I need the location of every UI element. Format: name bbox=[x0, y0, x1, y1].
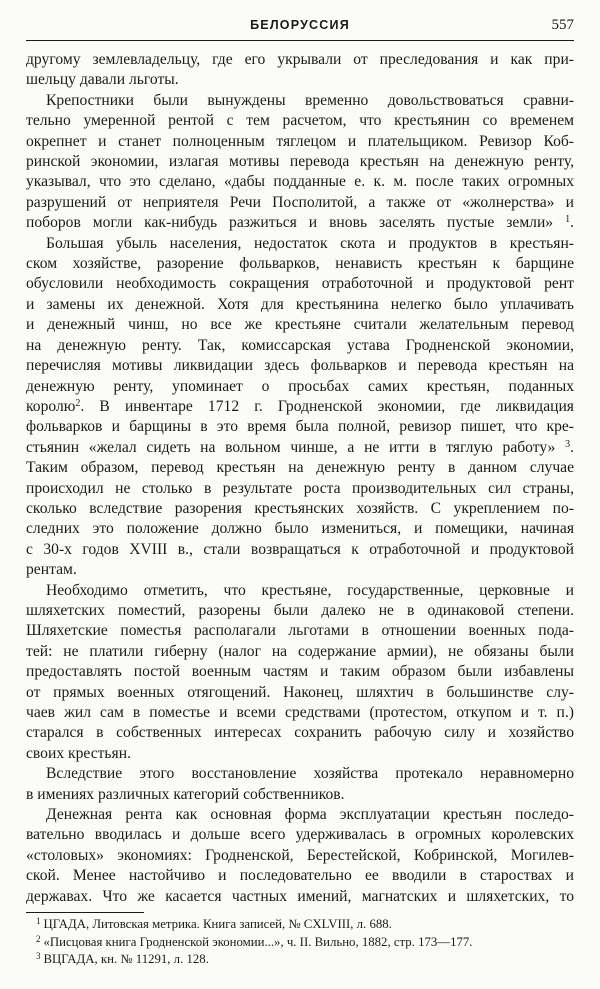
text-line: Необходимо отметить, что крестьяне, государственные, церковные и bbox=[46, 581, 574, 599]
running-title: БЕЛОРУССИЯ bbox=[250, 18, 350, 32]
text-line: своих крестьян. bbox=[26, 744, 131, 762]
text-line: державах. Что же касается частных имений, магнатских и шляхетских, то bbox=[26, 887, 574, 905]
text-line: Денежная рента как основная форма эксплуатации крестьян последо- bbox=[46, 806, 574, 824]
running-head bbox=[26, 16, 574, 40]
text-line: старался в собственных интересах сохранить рабочую силу и хозяйство bbox=[26, 724, 574, 742]
header-rule bbox=[26, 40, 574, 41]
footnote-text: «Писцовая книга Гродненской экономии...», ч. II. Вильно, 1882, стр. 173—177. bbox=[43, 934, 473, 949]
text-line: денежную ренту, упоминает о просьбах самих крестьян, поданных bbox=[26, 377, 574, 395]
text-line: ском хозяйстве, разорение фольварков, ненависть крестьян к барщине bbox=[26, 255, 574, 273]
text-line: Большая убыль населения, недостаток скота и продуктов в крестьян- bbox=[46, 234, 574, 252]
text-line: чаев жил сам в поместье и всеми средствами (протестом, откупом и т. п.) bbox=[26, 704, 574, 721]
text-line: «столовых» экономиях: Гродненской, Берестейской, Кобринской, Могилев- bbox=[26, 846, 574, 864]
text-segment: . В инвентаре 1712 г. Гродненской экономии, где ликвидация bbox=[80, 397, 574, 415]
text-line: Таким образом, перевод крестьян на денежную ренту в данном случае bbox=[26, 459, 574, 477]
text-line: ринской экономии, излагая мотивы перевода крестьян на денежную ренту, bbox=[26, 153, 574, 171]
text-line: тей: не платили гиберну (налог на содержание армии), не обязаны были bbox=[26, 642, 574, 660]
text-line: обусловили необходимость сокращения отработочной и продуктовой рент bbox=[26, 275, 574, 293]
text-line: с 30-х годов XVIII в., стали возвращаться к отработочной и продуктовой bbox=[26, 540, 574, 558]
text-line: перечисляя мотивы ликвидации здесь фольварков и перевода крестьян на bbox=[26, 357, 574, 375]
text-line-with-note: стьянин «желал сидеть на вольном чинше, а не итти в тяглую работу» $^3$. bbox=[26, 438, 574, 456]
footnote-mark: 2 bbox=[36, 933, 41, 944]
footnote-ref: 1 bbox=[565, 214, 571, 226]
text-line-with-note bbox=[26, 397, 574, 417]
text-segment: стьянин «желал сидеть на вольном чинше, а не итти в тяглую работу» bbox=[26, 438, 556, 456]
footnote-mark: 3 bbox=[36, 951, 41, 961]
footnote-text: ЦГАДА, Литовская метрика. Книга записей, № CXLVIII, л. 688. bbox=[43, 917, 392, 931]
footnotes bbox=[26, 916, 574, 969]
text-line-with-note: поборов могли как-нибудь разжиться и вновь заселять пустые земли» $^1$. bbox=[26, 214, 574, 232]
paragraph-consequence bbox=[26, 764, 574, 805]
footnote-ref: 3 bbox=[565, 438, 571, 450]
text-line: происходил не столько в результате роста производительных сил страны, bbox=[26, 479, 574, 497]
text-line: фольварков и барщины в это время была полной, ревизор пишет, что кре- bbox=[26, 418, 574, 436]
footnote-ref: 2 bbox=[75, 397, 81, 409]
text-line: следних это положение должно было измениться, и помещики, начиная bbox=[26, 520, 574, 538]
paragraph-rent bbox=[26, 91, 574, 234]
page-number: 557 bbox=[551, 17, 574, 33]
footnote bbox=[26, 916, 574, 934]
text-segment: поборов могли как-нибудь разжиться и вновь заселять пустые земли» bbox=[26, 214, 554, 232]
text-line: вательно вводилась и дольше всего удерживалась в огромных королевских bbox=[26, 826, 574, 844]
footnote-text: ВЦГАДА, кн. № 11291, л. 128. bbox=[43, 952, 209, 966]
text-line: сколько вследствие разорения крестьянских хозяйств. С укреплением по- bbox=[26, 499, 574, 517]
text-line: Крепостники были вынуждены временно довольствоваться сравни- bbox=[46, 91, 574, 109]
footnote-rule bbox=[26, 912, 144, 913]
text-line: рентам. bbox=[26, 561, 77, 579]
text-line: шельцу давали льготы. bbox=[26, 71, 179, 89]
paragraph-estates bbox=[26, 581, 574, 765]
body-text bbox=[26, 50, 574, 907]
text-line: окрепнет и станет полноценным тяглецом и плательщиком. Ревизор Коб- bbox=[26, 132, 574, 150]
footnote-mark: 1 bbox=[36, 916, 41, 926]
text-line: разрушений от неприятеля Речи Посполитой, а также от «жолнерства» и bbox=[26, 193, 574, 211]
text-line: и замены их денежной. Хотя для крестьянина нелегко было уплачивать bbox=[26, 295, 574, 313]
text-line: от прямых военных отягощений. Наконец, шляхтич в большинстве слу- bbox=[26, 683, 574, 701]
text-line: тельно умеренной рентой с тем расчетом, что крестьянин со временем bbox=[26, 112, 574, 130]
text-line: указывал, что это сделано, «дабы подданные е. к. м. после таких огромных bbox=[26, 173, 574, 191]
text-line: ской. Менее настойчиво и последовательно ее вводили в староствах и bbox=[26, 867, 574, 885]
text-line: Шляхетские поместья располагали льготами в отношении военных пода- bbox=[26, 622, 574, 640]
footnote bbox=[26, 951, 574, 969]
text-line: на денежную ренту. Так, комиссарская устава Гродненской экономии, bbox=[26, 336, 574, 354]
paragraph-money-rent bbox=[26, 805, 574, 907]
text-line: и денежный чинш, но все же крестьяне считали желательным перевод bbox=[26, 316, 574, 334]
text-line: другому землевладельцу, где его укрывали от преследования и как при- bbox=[26, 51, 574, 68]
text-line: предоставлять постой военным частям и таким образом были избавлены bbox=[26, 663, 574, 681]
paragraph-population bbox=[26, 234, 574, 581]
text-segment: королю bbox=[26, 397, 76, 415]
text-line: шляхетских поместий, разорены были далеко не в одинаковой степени. bbox=[26, 601, 574, 619]
paragraph-continued bbox=[26, 50, 574, 91]
text-line: Вследствие этого восстановление хозяйства протекало неравномерно bbox=[46, 765, 574, 783]
text-line: в имениях различных категорий собственников. bbox=[26, 785, 345, 803]
footnote bbox=[26, 934, 574, 952]
